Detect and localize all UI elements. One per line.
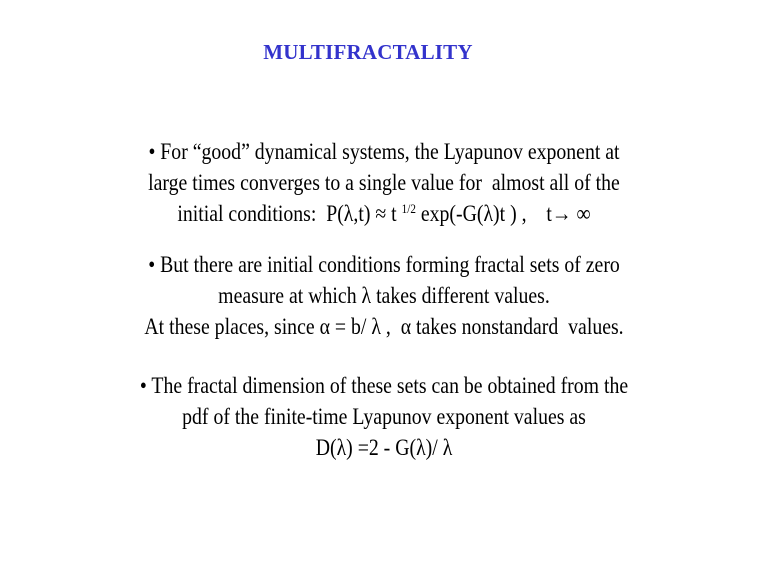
bullet-2-line-2: measure at which λ takes different values. [218, 283, 550, 308]
bullet-fractal-sets [54, 249, 714, 342]
formula-suffix: exp(-G(λ)t ) , t→ ∞ [415, 201, 591, 226]
bullet-3-line-2: pdf of the finite-time Lyapunov exponent values as [182, 404, 586, 429]
formula-prefix: initial conditions: P(λ,t) ≈ t [177, 201, 402, 226]
bullet-3-line-1: • The fractal dimension of these sets can be obtained from the [139, 373, 629, 398]
bullet-1-formula-line [54, 198, 714, 229]
formula-exponent: 1/2 [401, 201, 416, 216]
bullet-2-line-3: At these places, since α = b/ λ , α takes nonstandard values. [144, 314, 624, 339]
bullet-good-dynamical-systems [54, 136, 714, 229]
bullet-3-line-3: D(λ) =2 - G(λ)/ λ [315, 435, 453, 460]
slide-title: MULTIFRACTALITY [263, 40, 473, 64]
bullet-1-line-2: large times converges to a single value for almost all of the [148, 170, 620, 195]
bullet-2-line-1: • But there are initial conditions forming fractal sets of zero [148, 252, 620, 277]
bullet-1-line-1: • For “good” dynamical systems, the Lyapunov exponent at [148, 139, 620, 164]
bullet-fractal-dimension [54, 370, 714, 463]
